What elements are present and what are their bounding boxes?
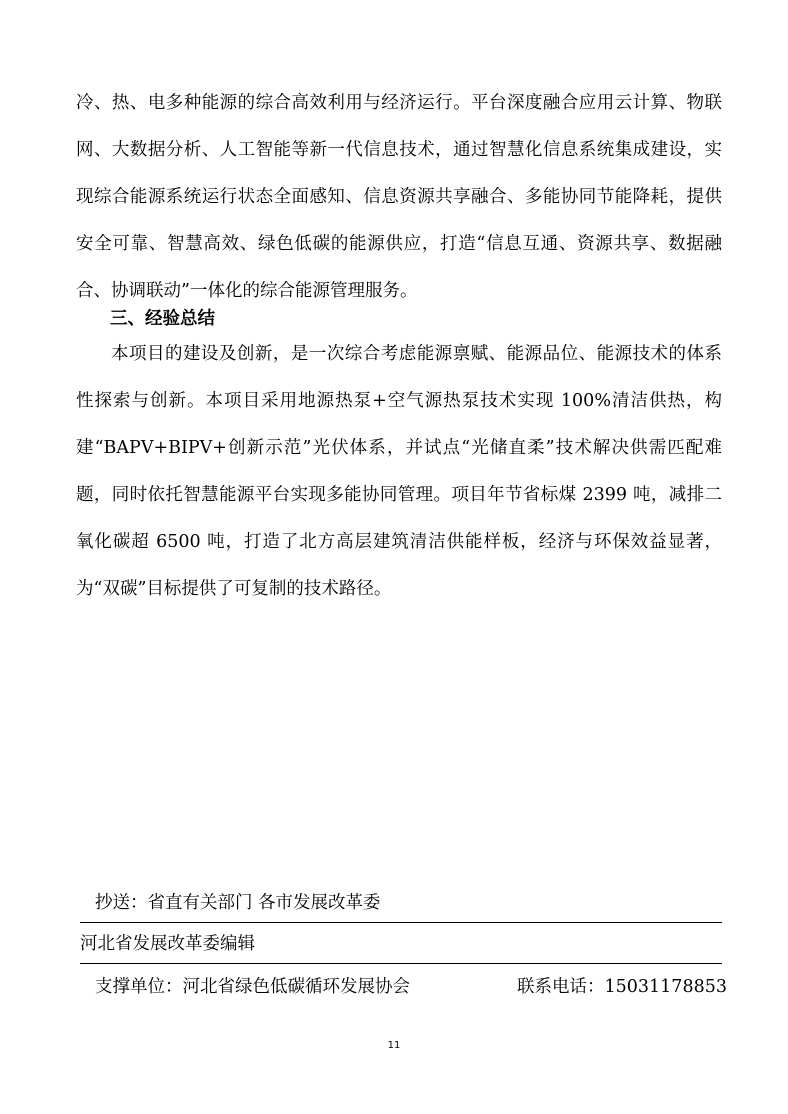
section-heading: 三、经验总结 <box>110 309 215 329</box>
summary-paragraph: 本项目的建设及创新，是一次综合考虑能源禀赋、能源品位、能源技术的体系性探索与创新。本项目采用地源热泵+空气源热泵技术实现 100%清洁供热，构建“BAPV+BIPV+创新示范”光伏体系，并试点“光储直柔”技术解决供需匹配难题，同时依托智慧能源平台实现多能协同管理。项目年节省标煤 2399 吨，减排二氧化碳超 6500 吨，打造了北方高层建筑清洁供能样板，经济与环保效益显著，为“双碳”目标提供了可复制的技术路径。 <box>76 344 722 599</box>
page-number: 11 <box>387 1040 401 1051</box>
footer-divider-bottom <box>80 963 722 964</box>
contact-phone-line: 联系电话：15031178853 <box>517 977 727 997</box>
continued-paragraph: 冷、热、电多种能源的综合高效利用与经济运行。平台深度融合应用云计算、物联网、大数据分析、人工智能等新一代信息技术，通过智慧化信息系统集成建设，实现综合能源系统运行状态全面感知、信息资源共享融合、多能协同节能降耗，提供安全可靠、智慧高效、绿色低碳的能源供应，打造“信息互通、资源共享、数据融合、协调联动”一体化的综合能源管理服务。 <box>76 93 722 301</box>
support-unit-line: 支撑单位：河北省绿色低碳循环发展协会 <box>95 977 410 997</box>
editor-line: 河北省发展改革委编辑 <box>80 934 255 954</box>
footer-divider-top <box>80 922 722 923</box>
distribution-line: 抄送：省直有关部门 各市发展改革委 <box>95 893 381 913</box>
